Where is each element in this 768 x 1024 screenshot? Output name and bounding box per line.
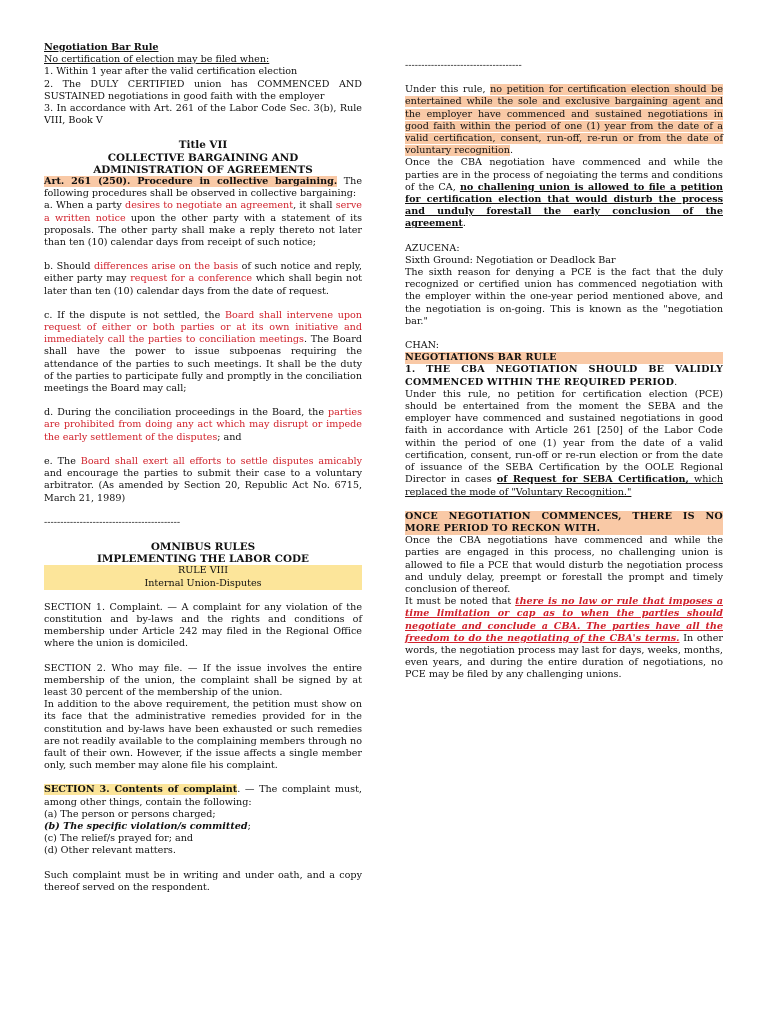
section-3-heading: SECTION 3. Contents of complaint	[44, 784, 238, 796]
section-3-end: Such complaint must be in writing and under oath, and a copy thereof served on the respondent.	[44, 869, 362, 893]
nbr-item-2: 2. The DULY CERTIFIED union has COMMENCED AND SUSTAINED negotiations in good faith with the employer	[44, 78, 362, 102]
sixth-ground: Sixth Ground: Negotiation or Deadlock Bar	[405, 254, 616, 266]
art-261-heading: Art. 261 (250). Procedure in collective bargaining.	[44, 176, 338, 188]
paragraph-sixth-reason: The sixth reason for denying a PCE is the fact that the duly recognized or certified union has commenced negotiation with the employer within the one-year period mentioned above, and the negotiation is on-going. This is known as the "negotiation bar."	[405, 267, 723, 327]
left-column	[44, 42, 362, 894]
paragraph-d: d. During the conciliation proceedings in the Board, the parties are prohibited from doing any act which may disrupt or impede the early settlement of the disputes; and	[44, 407, 362, 443]
divider-right: ------------------------------------	[405, 60, 522, 71]
section-2-cont: In addition to the above requirement, the petition must show on its face that the administrative remedies provided for in the constitution and by-laws have been exhausted or such remedies are not readily available to the complaining members through no fault of their own. However, if the issue affects a single member only, such member may alone file his complaint.	[44, 699, 362, 772]
title-cba-2: ADMINISTRATION OF AGREEMENTS	[93, 163, 313, 176]
title-vii: Title VII	[178, 139, 228, 152]
negotiations-bar-rule-heading: NEGOTIATIONS BAR RULE	[405, 352, 723, 364]
section-3-c: (c) The relief/s prayed for; and	[44, 833, 194, 845]
internal-union-disputes-label: Internal Union-Disputes	[44, 578, 362, 590]
negotiation-bar-rule-title: Negotiation Bar Rule	[44, 42, 159, 53]
nbr-item-3: 3. In accordance with Art. 261 of the Labor Code Sec. 3(b), Rule VIII, Book V	[44, 103, 362, 127]
section-3-a: (a) The person or persons charged;	[44, 808, 216, 820]
paragraph-once-cba: Once the CBA negotiations have commenced and while the parties are engaged in this process, no challenging union is allowed to file a PCE that would disturb the negotiation process and unduly delay, preempt or forestall the prompt and timely conclusion of thereof.	[405, 535, 723, 595]
paragraph-b: b. Should differences arise on the basis of such notice and reply, either party may request for a conference which shall begin not later than ten (10) calendar days from the date of request.	[44, 261, 362, 297]
title-cba-1: COLLECTIVE BARGAINING AND	[107, 151, 299, 164]
paragraph-under-rule: Under this rule, no petition for certification election should be entertained while the sole and exclusive bargaining agent and the employer have commenced and sustained negotiations in good faith within the period of one (1) year from the date of a valid certification, consent, run-off, re-run or from the date of voluntary recognition.	[405, 84, 723, 157]
divider: ------------------------------------------	[44, 516, 181, 528]
paragraph-cba-commenced: Once the CBA negotiation have commenced and while the parties are in the process of negoiating the terms and conditions of the CA, no challening union is allowed to file a petition for certification election that would disturb the process and unduly forestall the early conclusion of the agreement.	[405, 157, 723, 230]
paragraph-e: e. The Board shall exert all efforts to settle disputes amicably and encourage the parties to submit their case to a voluntary arbitrator. (As amended by Section 20, Republic Act No. 6715, March 21, 1989)	[44, 455, 362, 504]
chan-label: CHAN:	[405, 340, 439, 352]
omnibus-title-2: IMPLEMENTING THE LABOR CODE	[97, 553, 309, 566]
omnibus-title-1: OMNIBUS RULES	[150, 540, 256, 553]
art-261-paragraph: Art. 261 (250). Procedure in collective bargaining. The following procedures shall be observed in collective bargaining:	[44, 176, 362, 200]
heading-once-negotiation: ONCE NEGOTIATION COMMENCES, THERE IS NO MORE PERIOD TO RECKON WITH.	[405, 510, 723, 534]
azucena-label: AZUCENA:	[405, 242, 460, 254]
nbr-item-1: 1. Within 1 year after the valid certification election	[44, 66, 298, 78]
paragraph-a: a. When a party desires to negotiate an agreement, it shall serve a written notice upon the other party with a statement of its proposals. The other party shall make a reply thereto not later than ten (10) calendar days from receipt of such notice;	[44, 200, 363, 249]
paragraph-c: c. If the dispute is not settled, the Board shall intervene upon request of either or both parties or at its own initiative and immediately call the parties to conciliation meetings. The Board shall have the power to issue subpoenas requiring the attendance of the parties to such meetings. It shall be the duty of the parties to participate fully and promptly in the conciliation meetings the Board may call;	[44, 309, 362, 395]
paragraph-pce: Under this rule, no petition for certification election (PCE) should be entertained from the moment the SEBA and the employer have commenced and sustained negotiations in good faith in accordance with Article 261 [250] of the Labor Code within the period of one (1) year from the date of a valid certification, consent, run-off or re-run election or from the date of issuance of the SEBA Certification by the OOLE Regional Director in cases of Request for SEBA Certification, which replaced the mode of "Voluntary Recognition."	[405, 388, 723, 498]
section-3-b: (b) The specific violation/s committed;	[44, 820, 251, 832]
rule-viii-label: RULE VIII	[44, 565, 362, 577]
heading-1: 1. THE CBA NEGOTIATION SHOULD BE VALIDLY COMMENCED WITHIN THE REQUIRED PERIOD.	[405, 364, 723, 388]
section-3: SECTION 3. Contents of complaint. — The complaint must, among other things, contain the following:	[44, 784, 362, 808]
section-3-d: (d) Other relevant matters.	[44, 845, 176, 857]
nbr-intro: No certification of election may be filed when:	[44, 54, 270, 66]
right-column	[405, 60, 723, 682]
section-1: SECTION 1. Complaint. — A complaint for any violation of the constitution and by-laws and the rights and conditions of membership under Article 242 may filed in the Regional Office where the union is domiciled.	[44, 601, 362, 650]
section-2: SECTION 2. Who may file. — If the issue involves the entire membership of the union, the complaint shall be signed by at least 30 percent of the membership of the union.	[44, 662, 362, 698]
paragraph-no-law: It must be noted that there is no law or rule that imposes a time limitation or cap as to when the parties should negotiate and conclude a CBA. The parties have all the freedom to do the negotiating of the CBA's terms. In other words, the negotiation process may last for days, weeks, months, even years, and during the entire duration of negotiations, no PCE may be filed by any challenging unions.	[405, 596, 723, 681]
